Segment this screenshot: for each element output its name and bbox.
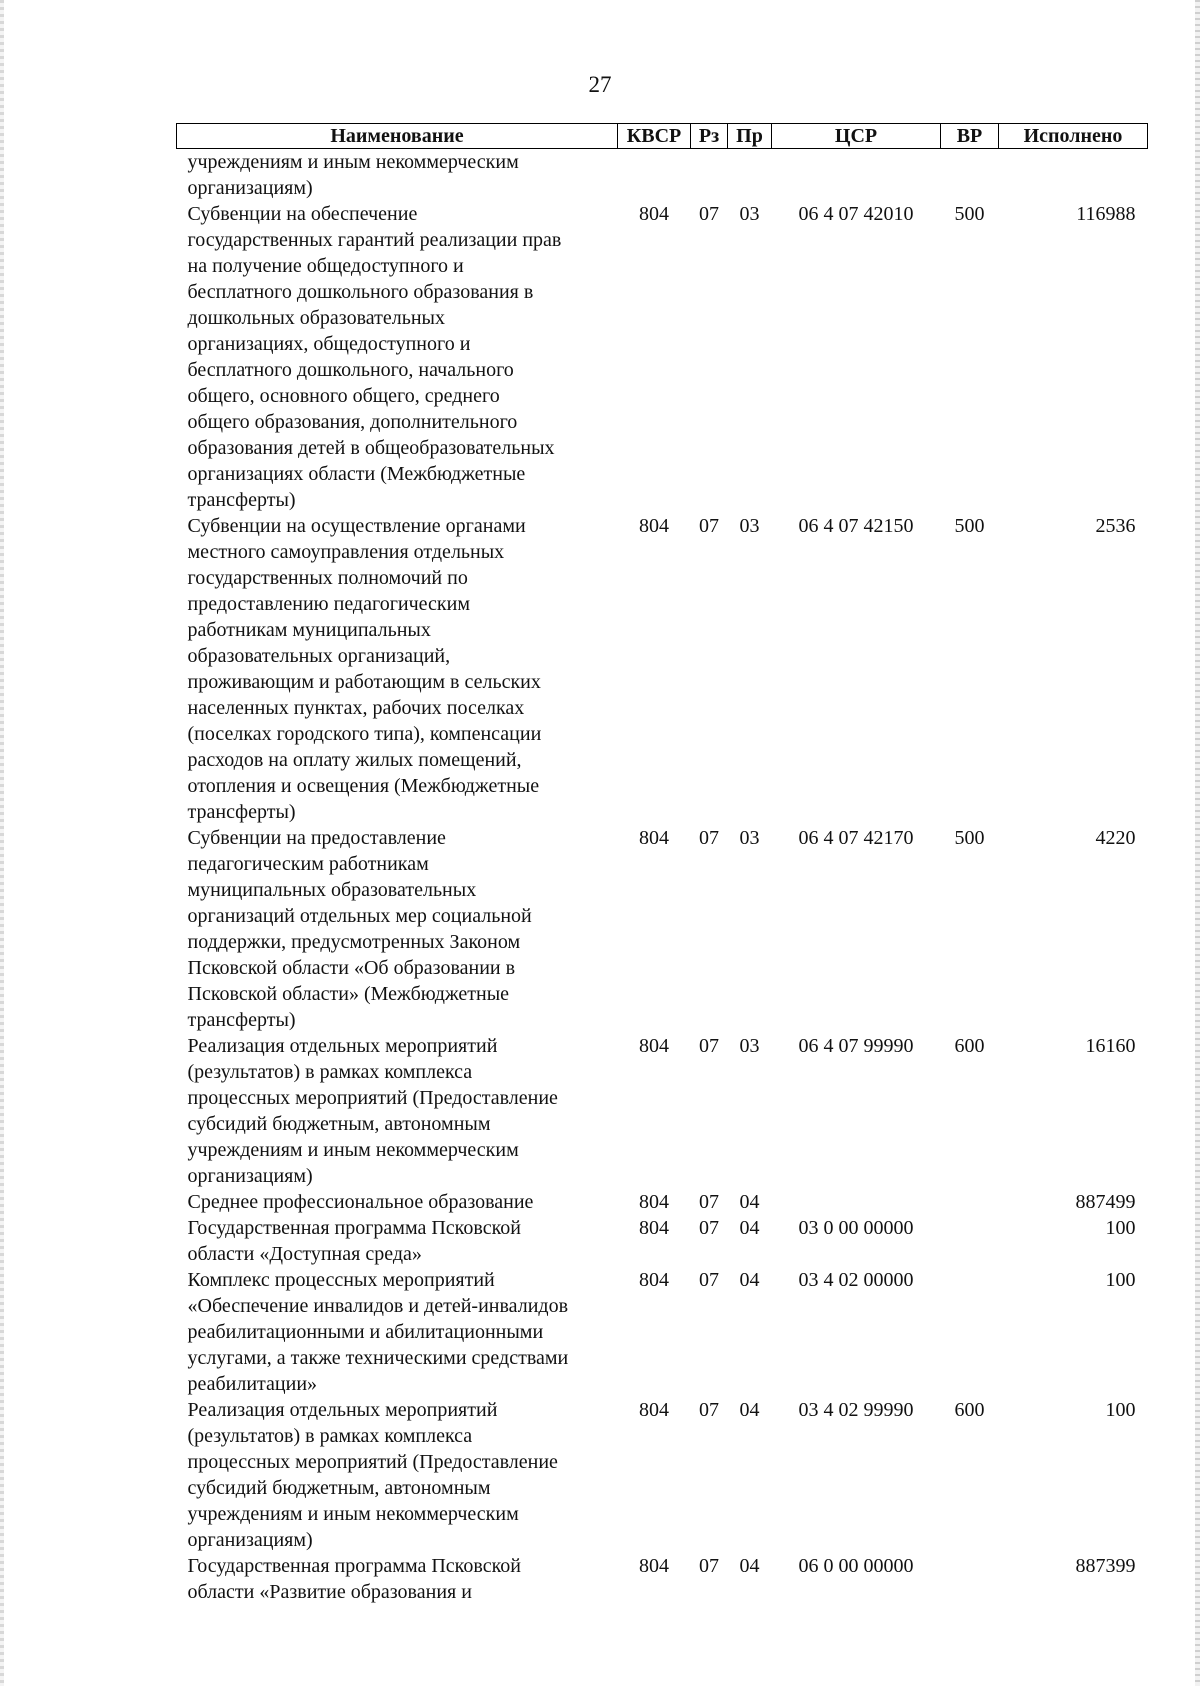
cell-kvsr: 804 [639, 1035, 669, 1057]
cell-kvsr: 804 [639, 1217, 669, 1239]
cell-vr: 500 [954, 827, 985, 849]
cell-kvsr [618, 149, 691, 202]
cell-isp: 887399 [1075, 1555, 1136, 1577]
cell-name: Реализация отдельных мероприятий (результатов) в рамках комплекса процессных мероприятий (Предоставление субсидий бюджетным, автономным учреждениям и иным некоммерческим организациям) [187, 1035, 558, 1187]
cell-pr: 04 [739, 1217, 760, 1239]
cell-vr [941, 149, 999, 202]
table-row [177, 1553, 1148, 1605]
table-row [177, 513, 1148, 825]
cell-csr: 06 4 07 42010 [798, 203, 914, 225]
scan-edge-left [0, 0, 4, 1686]
cell-pr: 03 [739, 1035, 760, 1057]
cell-pr: 03 [739, 515, 760, 537]
cell-kvsr: 804 [639, 203, 669, 225]
cell-vr: 500 [954, 515, 985, 537]
column-header-csr: ЦСР [772, 124, 941, 149]
cell-rz: 07 [699, 827, 719, 849]
cell-vr [941, 1215, 999, 1267]
cell-name: Субвенции на обеспечение государственных гарантий реализации прав на получение общедоступного и бесплатного дошкольного образования в дошкольных образовательных организациях, общедоступного и бесплатного дошкольного, начального общего, основного общего, среднего общего образования, дополнительного образования детей в общеобразовательных организациях области (Межбюджетные трансферты) [187, 203, 562, 511]
column-header-pr: Пр [728, 124, 772, 149]
page-number: 27 [588, 72, 612, 97]
cell-pr: 03 [739, 203, 760, 225]
cell-rz: 07 [699, 1035, 719, 1057]
cell-csr: 06 4 07 42150 [798, 515, 914, 537]
scan-edge-right [1195, 0, 1200, 1686]
cell-name: Реализация отдельных мероприятий (результатов) в рамках комплекса процессных мероприятий (Предоставление субсидий бюджетным, автономным учреждениям и иным некоммерческим организациям) [187, 1399, 558, 1551]
column-header-name: Наименование [177, 124, 618, 149]
table-row [177, 825, 1148, 1033]
cell-csr: 03 0 00 00000 [798, 1217, 914, 1239]
cell-isp: 100 [1105, 1217, 1136, 1239]
table-row [177, 201, 1148, 513]
cell-rz: 07 [699, 1269, 719, 1291]
table-header [177, 124, 1148, 149]
cell-pr: 04 [739, 1269, 760, 1291]
column-header-rz: Рз [691, 124, 728, 149]
cell-csr: 03 4 02 99990 [798, 1399, 914, 1421]
cell-name: Государственная программа Псковской области «Доступная среда» [187, 1217, 521, 1265]
cell-kvsr: 804 [639, 1555, 669, 1577]
budget-table [176, 123, 1148, 1605]
cell-rz: 07 [699, 515, 719, 537]
table-row [177, 1189, 1148, 1215]
cell-rz: 07 [699, 1555, 719, 1577]
cell-name: Среднее профессиональное образование [187, 1191, 534, 1213]
cell-rz: 07 [699, 1399, 719, 1421]
cell-rz: 07 [699, 203, 719, 225]
cell-vr [941, 1189, 999, 1215]
cell-isp: 16160 [1085, 1035, 1136, 1057]
table-row [177, 1215, 1148, 1267]
cell-name: Государственная программа Псковской области «Развитие образования и [187, 1555, 521, 1603]
cell-pr: 04 [739, 1191, 760, 1213]
column-header-kvsr: КВСР [618, 124, 691, 149]
table-row [177, 1397, 1148, 1553]
table-body [177, 149, 1148, 1606]
column-header-isp: Исполнено [999, 124, 1148, 149]
cell-pr: 04 [739, 1399, 760, 1421]
cell-isp: 2536 [1095, 515, 1136, 537]
cell-isp: 4220 [1095, 827, 1136, 849]
table-row [177, 1033, 1148, 1189]
cell-vr: 500 [954, 203, 985, 225]
cell-csr [772, 149, 941, 202]
column-header-vr: ВР [941, 124, 999, 149]
cell-isp [999, 149, 1148, 202]
cell-vr: 600 [954, 1035, 985, 1057]
cell-name: Комплекс процессных мероприятий «Обеспечение инвалидов и детей-инвалидов реабилитационными и абилитационными услугами, а также техническими средствами реабилитации» [187, 1269, 569, 1395]
cell-rz [691, 149, 728, 202]
cell-isp: 100 [1105, 1399, 1136, 1421]
cell-vr [941, 1267, 999, 1397]
cell-csr [772, 1189, 941, 1215]
cell-pr: 03 [739, 827, 760, 849]
cell-kvsr: 804 [639, 1269, 669, 1291]
cell-vr: 600 [954, 1399, 985, 1421]
table-row [177, 1267, 1148, 1397]
cell-csr: 06 4 07 42170 [798, 827, 914, 849]
cell-csr: 06 0 00 00000 [798, 1555, 914, 1577]
cell-kvsr: 804 [639, 515, 669, 537]
cell-kvsr: 804 [639, 1399, 669, 1421]
cell-pr: 04 [739, 1555, 760, 1577]
cell-vr [941, 1553, 999, 1605]
cell-isp: 887499 [1075, 1191, 1136, 1213]
cell-isp: 116988 [1076, 203, 1136, 225]
table-row [177, 149, 1148, 202]
cell-rz: 07 [699, 1191, 719, 1213]
cell-name: Субвенции на осуществление органами местного самоуправления отдельных государственных полномочий по предоставлению педагогическим работникам муниципальных образовательных организаций, проживающим и работающим в сельских населенных пунктах, рабочих поселках (поселках городского типа), компенсации расходов на оплату жилых помещений, отопления и освещения (Межбюджетные трансферты) [187, 515, 542, 823]
cell-pr [728, 149, 772, 202]
cell-csr: 06 4 07 99990 [798, 1035, 914, 1057]
cell-rz: 07 [699, 1217, 719, 1239]
cell-name: учреждениям и иным некоммерческим организациям) [187, 151, 519, 199]
cell-kvsr: 804 [639, 827, 669, 849]
cell-kvsr: 804 [639, 1191, 669, 1213]
cell-name: Субвенции на предоставление педагогическим работникам муниципальных образовательных организаций отдельных мер социальной поддержки, предусмотренных Законом Псковской области «Об образовании в Псковской области» (Межбюджетные трансферты) [187, 827, 532, 1031]
cell-isp: 100 [1105, 1269, 1136, 1291]
cell-csr: 03 4 02 00000 [798, 1269, 914, 1291]
